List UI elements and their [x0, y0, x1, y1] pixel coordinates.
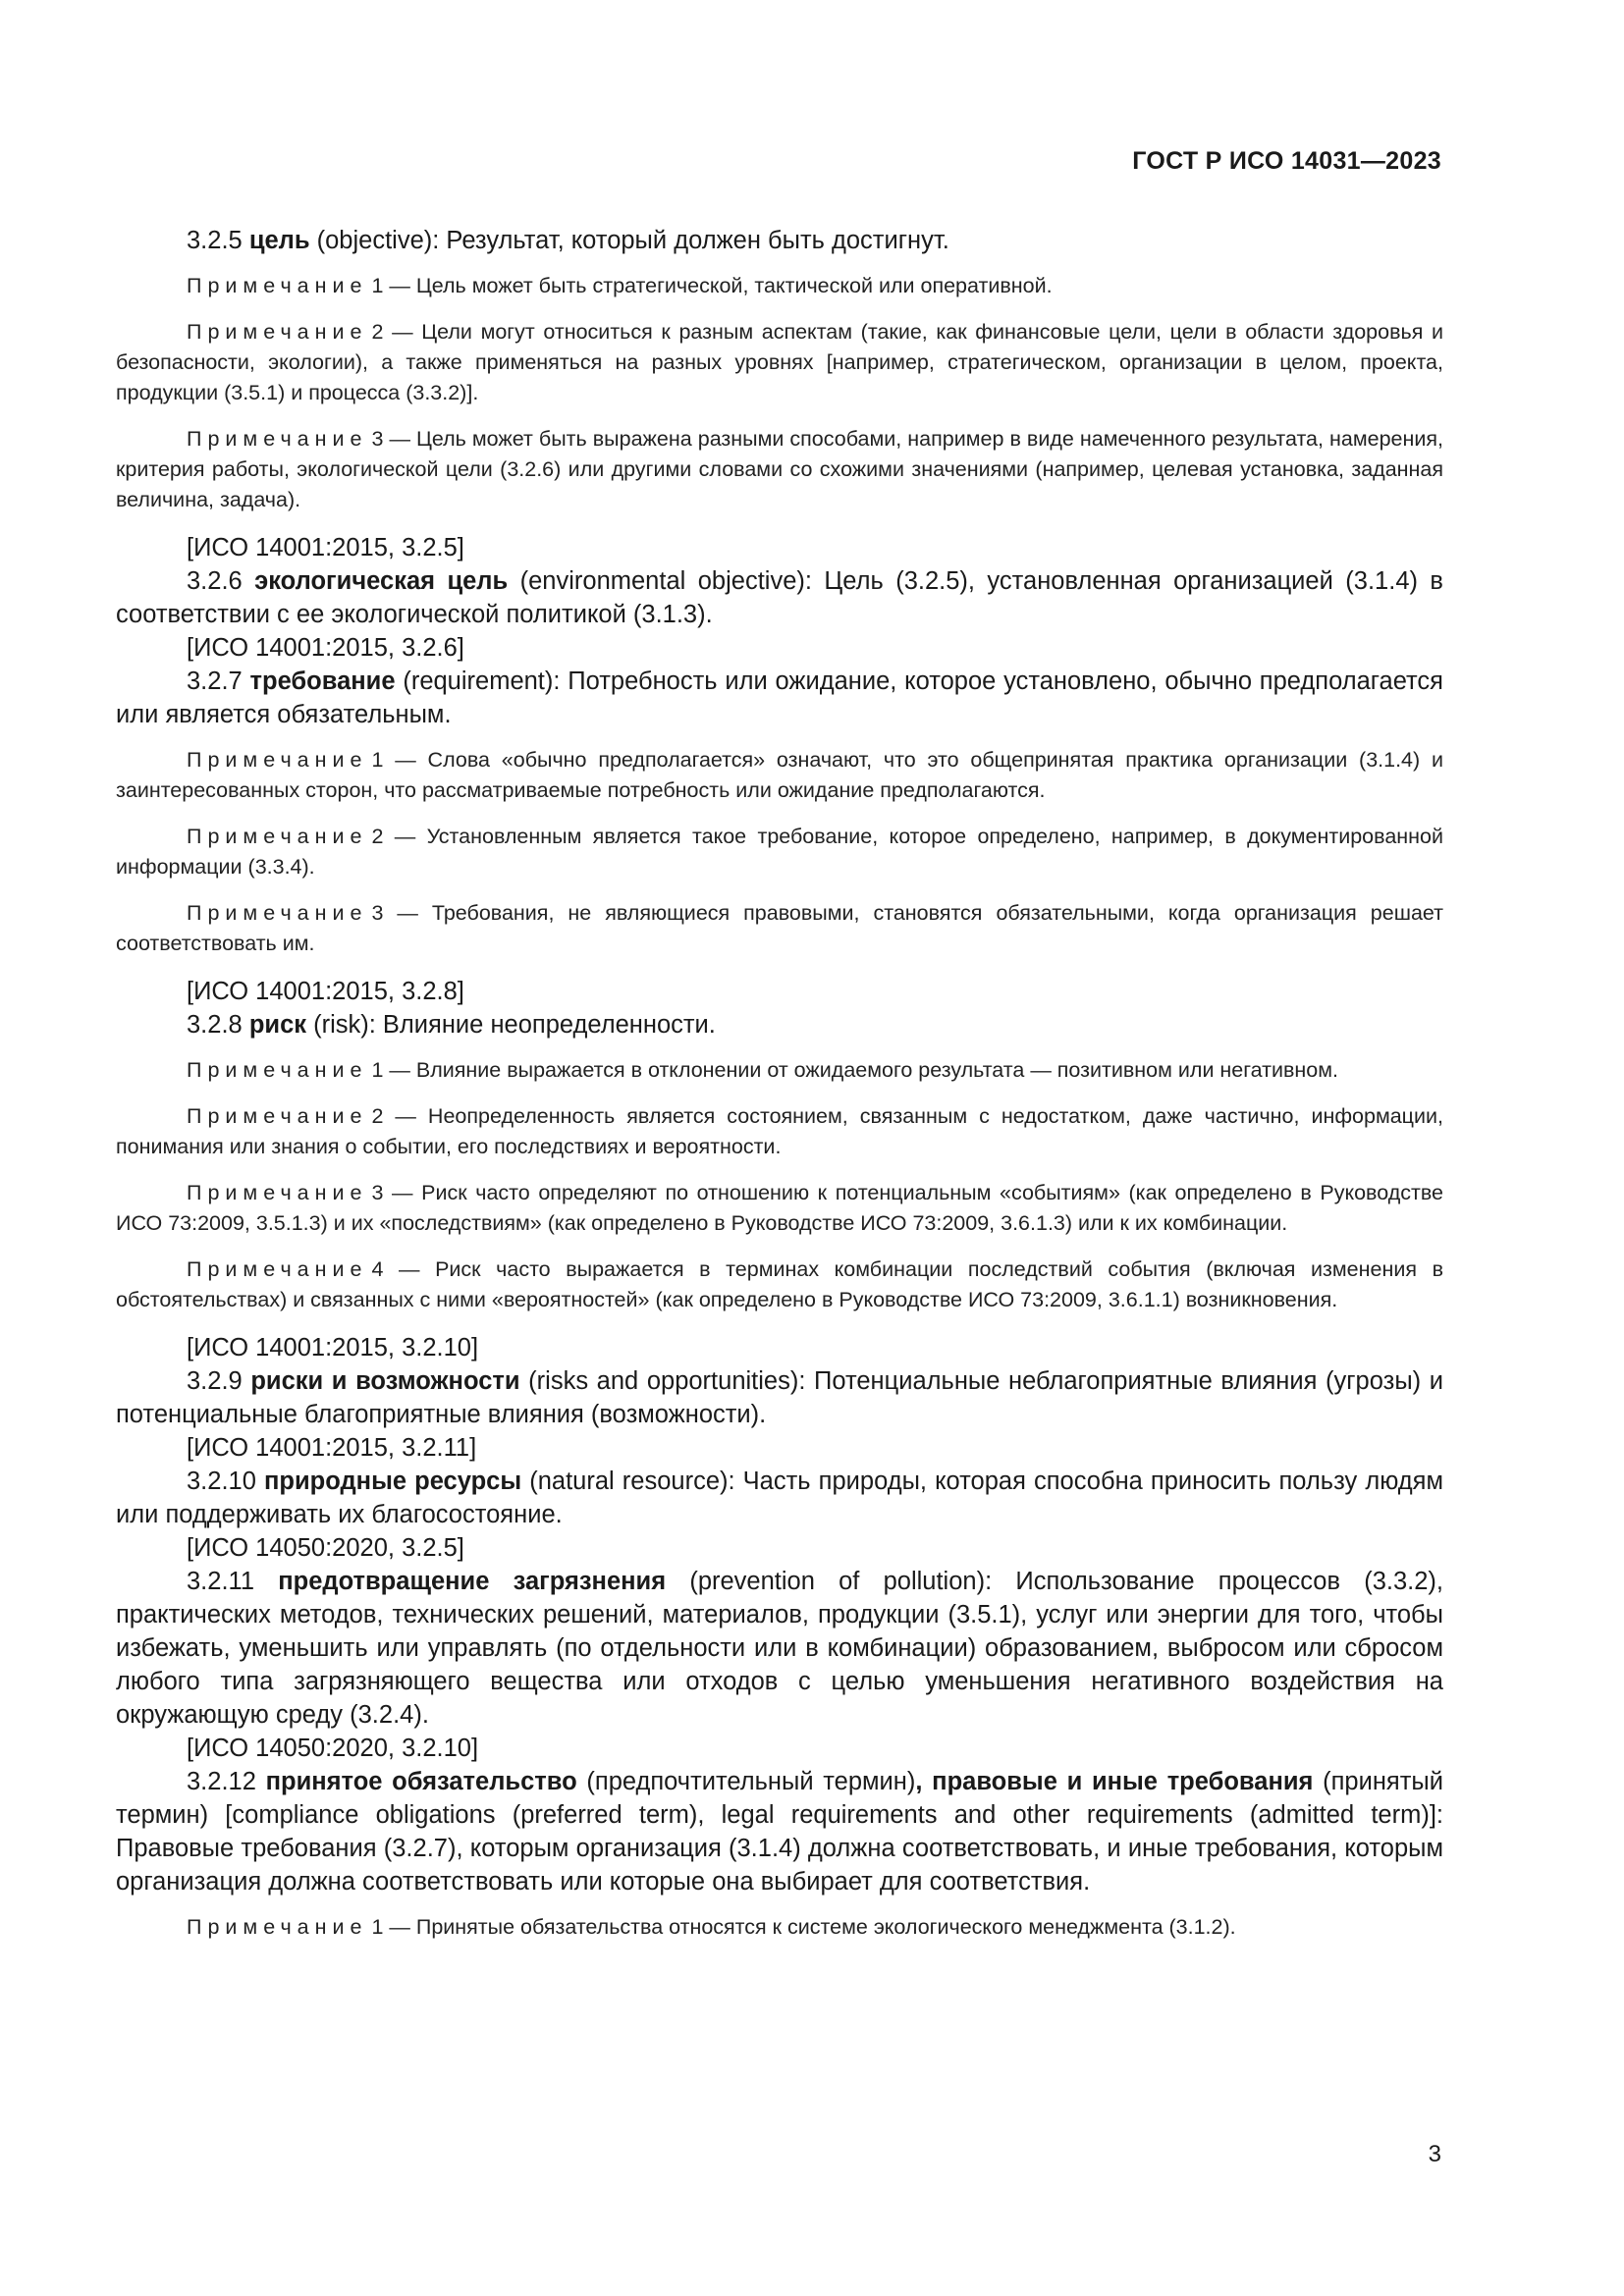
note-label: Примечание: [187, 427, 368, 451]
note: [116, 271, 1443, 301]
term-number: 3.2.8: [187, 1011, 243, 1039]
note-label: Примечание: [187, 274, 368, 297]
note-number: 1: [371, 748, 384, 772]
note: [116, 1101, 1443, 1162]
note: [116, 1912, 1443, 1943]
note-label: Примечание: [187, 320, 368, 344]
term-3-2-11: [116, 1565, 1443, 1732]
note-text: — Риск часто выражается в терминах комбинации последствий события (включая изменения в обстоятельствах) и связанных с ними «вероятностей» (как определено в Руководстве ИСО 73:2009, 3.6.1.1) возникновения.: [116, 1257, 1443, 1311]
note-label: Примечание: [187, 1181, 368, 1204]
document-body: [116, 224, 1443, 1958]
note-number: 2: [371, 1104, 384, 1128]
term-name: природные ресурсы: [264, 1468, 522, 1495]
source-reference: [ИСО 14001:2015, 3.2.6]: [187, 634, 464, 662]
term-name: риск: [248, 1011, 307, 1039]
note-text: — Влияние выражается в отклонении от ожидаемого результата — позитивном или негативном.: [383, 1058, 1338, 1082]
note-text: — Принятые обязательства относятся к системе экологического менеджмента (3.1.2).: [383, 1915, 1236, 1939]
note-label: Примечание: [187, 1257, 368, 1281]
note-label: Примечание: [187, 1104, 368, 1128]
term-number: 3.2.11: [187, 1568, 255, 1595]
term-definition: (prevention of pollution): Использование процессов (3.3.2), практических методов, технических решений, материалов, продукции (3.5.1), услуг или энергии для того, чтобы избежать, уменьшить или управлять (по отдельности или в комбинации) образованием, выбросом или сбросом любого типа загрязняющего вещества или отходов с целью уменьшения негативного воздействия на окружающую среду (3.2.4).: [116, 1568, 1443, 1729]
source-reference: [ИСО 14001:2015, 3.2.5]: [187, 534, 464, 561]
note: [116, 822, 1443, 882]
note-text: — Риск часто определяют по отношению к потенциальным «событиям» (как определено в Руководстве ИСО 73:2009, 3.5.1.3) и их «последствиям» (как определено в Руководстве ИСО 73:2009, 3.6.1.3) или к их комбинации.: [116, 1181, 1443, 1235]
term-definition: (natural resource): Часть природы, которая способна приносить пользу людям или поддерживать их благосостояние.: [116, 1468, 1443, 1528]
term-definition: (requirement): Потребность или ожидание, которое установлено, обычно предполагается или является обязательным.: [116, 667, 1443, 728]
note-text: — Установленным является такое требование, которое определено, например, в документированной информации (3.3.4).: [116, 825, 1443, 879]
source-reference: [ИСО 14050:2020, 3.2.10]: [187, 1735, 479, 1762]
note-text: — Цели могут относиться к разным аспектам (такие, как финансовые цели, цели в области здоровья и безопасности, экологии), а также применяться на разных уровнях [например, стратегическом, организации в целом, проекта, продукции (3.5.1) и процесса (3.3.2)].: [116, 320, 1443, 404]
note-number: 1: [371, 274, 384, 297]
term-3-2-9: [116, 1364, 1443, 1431]
document-header: ГОСТ Р ИСО 14031—2023: [1132, 147, 1441, 175]
note-number: 3: [371, 1181, 384, 1204]
note: [116, 1255, 1443, 1315]
note: [116, 898, 1443, 959]
term-3-2-6: [116, 564, 1443, 631]
note: [116, 745, 1443, 806]
term-definition: (objective): Результат, который должен быть достигнут.: [309, 227, 949, 254]
term-name-admitted: , правовые и иные требования: [915, 1768, 1314, 1795]
note-number: 2: [371, 825, 384, 848]
term-number: 3.2.6: [187, 567, 243, 595]
note-label: Примечание: [187, 1915, 368, 1939]
note-text: — Цель может быть стратегической, тактической или оперативной.: [383, 274, 1053, 297]
note-text: — Цель может быть выражена разными способами, например в виде намеченного результата, намерения, критерия работы, экологической цели (3.2.6) или другими словами со схожими значениями (например, целевая установка, заданная величина, задача).: [116, 427, 1443, 511]
note: [116, 1055, 1443, 1086]
term-number: 3.2.5: [187, 227, 243, 254]
term-name: предотвращение загрязнения: [278, 1568, 667, 1595]
term-name: требование: [249, 667, 396, 695]
term-3-2-12: [116, 1765, 1443, 1898]
note: [116, 317, 1443, 408]
note-text: — Требования, не являющиеся правовыми, становятся обязательными, когда организация решает соответствовать им.: [116, 901, 1443, 955]
term-3-2-7: [116, 665, 1443, 731]
term-definition: (risk): Влияние неопределенности.: [306, 1011, 716, 1039]
term-number: 3.2.9: [187, 1367, 243, 1395]
source-reference: [ИСО 14050:2020, 3.2.5]: [187, 1534, 464, 1562]
note-label: Примечание: [187, 748, 368, 772]
note: [116, 1178, 1443, 1239]
note-number: 3: [371, 901, 384, 925]
term-number: 3.2.7: [187, 667, 243, 695]
note-number: 1: [371, 1058, 384, 1082]
note-number: 3: [371, 427, 384, 451]
term-number: 3.2.10: [187, 1468, 256, 1495]
note: [116, 424, 1443, 515]
term-name: цель: [248, 227, 310, 254]
term-3-2-5: [116, 224, 1443, 257]
term-definition: (принятый термин) [compliance obligations (preferred term), legal requirements and other requirements (admitted term)]: Правовые требования (3.2.7), которым организация (3.1.4) должна соответствовать, и иные требования, которым организация должна соответствовать или которые она выбирает для соответствия.: [116, 1768, 1443, 1896]
source-reference: [ИСО 14001:2015, 3.2.8]: [187, 978, 464, 1005]
note-number: 1: [371, 1915, 384, 1939]
term-definition: (environmental objective): Цель (3.2.5), установленная организацией (3.1.4) в соответствии с ее экологической политикой (3.1.3).: [116, 567, 1443, 628]
term-name: принятое обязательство: [265, 1768, 577, 1795]
term-name: риски и возможности: [250, 1367, 520, 1395]
source-reference: [ИСО 14001:2015, 3.2.10]: [187, 1334, 479, 1362]
term-definition: (risks and opportunities): Потенциальные неблагоприятные влияния (угрозы) и потенциальные благоприятные влияния (возможности).: [116, 1367, 1443, 1428]
note-label: Примечание: [187, 1058, 368, 1082]
note-text: — Слова «обычно предполагается» означают, что это общепринятая практика организации (3.1.4) и заинтересованных сторон, что рассматриваемые потребность или ожидание предполагаются.: [116, 748, 1443, 802]
term-name: экологическая цель: [254, 567, 509, 595]
term-3-2-8: [116, 1008, 1443, 1041]
term-qualifier: (предпочтительный термин): [576, 1768, 916, 1795]
note-label: Примечание: [187, 825, 368, 848]
note-number: 2: [371, 320, 384, 344]
term-number: 3.2.12: [187, 1768, 256, 1795]
note-text: — Неопределенность является состоянием, связанным с недостатком, даже частично, информации, понимания или знания о событии, его последствиях и вероятности.: [116, 1104, 1443, 1158]
page-number: 3: [1428, 2141, 1441, 2167]
term-3-2-10: [116, 1465, 1443, 1531]
source-reference: [ИСО 14001:2015, 3.2.11]: [187, 1434, 477, 1462]
note-label: Примечание: [187, 901, 368, 925]
note-number: 4: [371, 1257, 384, 1281]
